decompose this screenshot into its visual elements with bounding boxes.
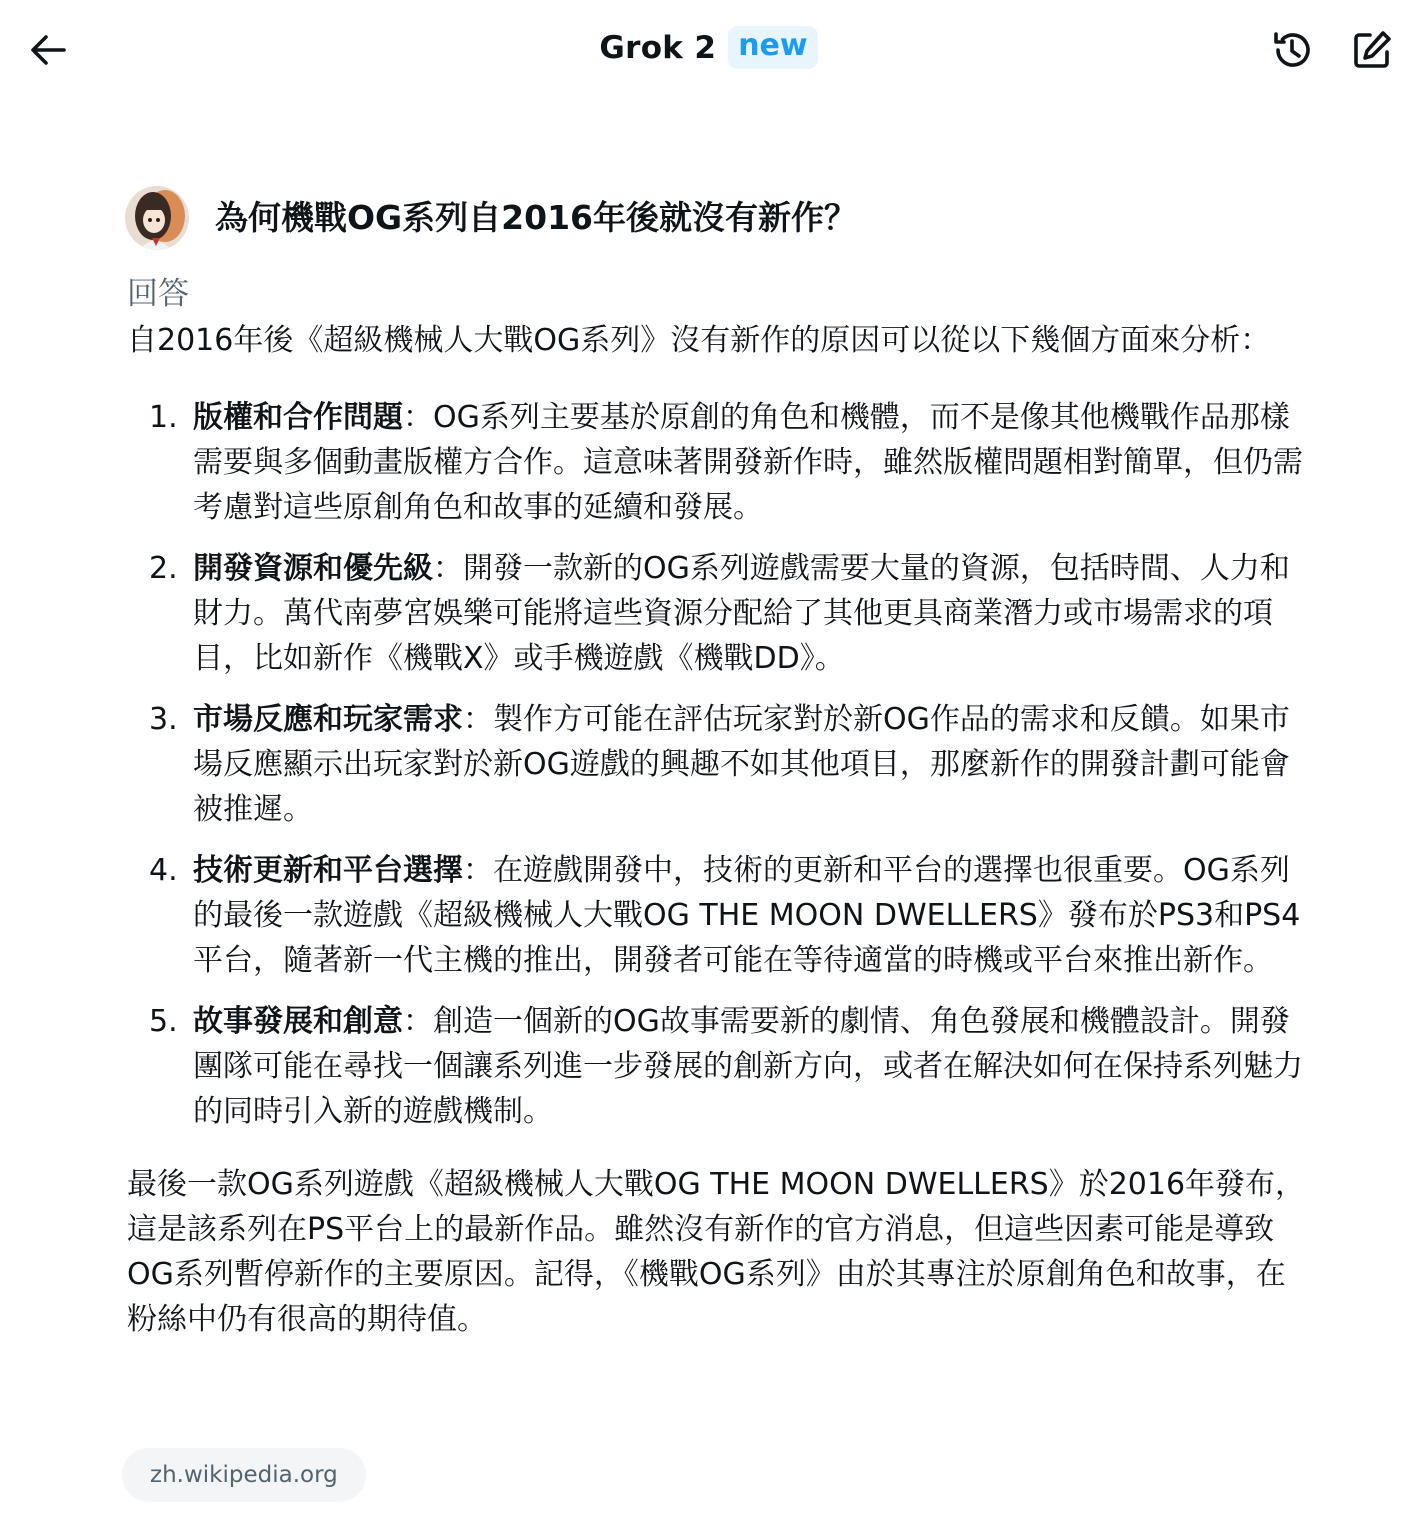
user-question xyxy=(125,186,857,250)
item-title: 故事發展和創意 xyxy=(193,1004,403,1039)
answer-body xyxy=(127,272,1307,1342)
question-text: 為何機戰OG系列自2016年後就沒有新作？ xyxy=(215,198,857,237)
item-body: ：創造一個新的OG故事需要新的劇情、角色發展和機體設計。開發團隊可能在尋找一個讓系列進一步發展的創新方向，或者在解決如何在保持系列魅力的同時引入新的遊戲機制。 xyxy=(193,1004,1303,1129)
list-number: 5. xyxy=(149,1004,178,1039)
item-title: 開發資源和優先級 xyxy=(193,551,433,586)
answer-closing: 最後一款OG系列遊戲《超級機械人大戰OG THE MOON DWELLERS》於2016年發布，這是該系列在PS平台上的最新作品。雖然沒有新作的官方消息，但這些因素可能是導致OG系列暫停新作的主要原因。記得，《機戰OG系列》由於其專注於原創角色和故事，在粉絲中仍有很高的期待值。 xyxy=(127,1167,1306,1337)
reason-list xyxy=(127,395,1307,1134)
source-link-chip[interactable]: zh.wikipedia.org xyxy=(122,1448,366,1502)
compose-icon xyxy=(1350,28,1394,72)
list-number: 3. xyxy=(149,702,178,737)
item-title: 市場反應和玩家需求 xyxy=(193,702,463,737)
user-avatar[interactable] xyxy=(125,186,189,250)
list-item xyxy=(127,697,1307,832)
item-body: ：製作方可能在評估玩家對於新OG作品的需求和反饋。如果市場反應顯示出玩家對於新OG遊戲的興趣不如其他項目，那麼新作的開發計劃可能會被推遲。 xyxy=(193,702,1290,827)
answer-label: 回答 xyxy=(127,276,189,312)
answer-intro: 自2016年後《超級機械人大戰OG系列》沒有新作的原因可以從以下幾個方面來分析： xyxy=(127,323,1271,358)
title-group xyxy=(0,26,1417,69)
list-item xyxy=(127,848,1307,983)
avatar-icon xyxy=(125,186,189,250)
compose-button[interactable] xyxy=(1342,20,1402,80)
item-body: ：在遊戲開發中，技術的更新和平台的選擇也很重要。OG系列的最後一款遊戲《超級機械人大戰OG THE MOON DWELLERS》發布於PS3和PS4平台，隨著新一代主機的推出，開發者可能在等待適當的時機或平台來推出新作。 xyxy=(193,853,1301,978)
list-number: 1. xyxy=(149,400,178,435)
list-number: 2. xyxy=(149,551,178,586)
item-body: ：OG系列主要基於原創的角色和機體，而不是像其他機戰作品那樣需要與多個動畫版權方合作。這意味著開發新作時，雖然版權問題相對簡單，但仍需考慮對這些原創角色和故事的延續和發展。 xyxy=(193,400,1303,525)
item-title: 技術更新和平台選擇 xyxy=(193,853,463,888)
history-button[interactable] xyxy=(1262,20,1322,80)
list-item xyxy=(127,546,1307,681)
new-badge: new xyxy=(728,26,817,69)
app-title: Grok 2 xyxy=(599,29,717,66)
list-number: 4. xyxy=(149,853,178,888)
item-title: 版權和合作問題 xyxy=(193,400,403,435)
top-bar xyxy=(0,0,1417,100)
item-body: ：開發一款新的OG系列遊戲需要大量的資源，包括時間、人力和財力。萬代南夢宮娛樂可能將這些資源分配給了其他更具商業潛力或市場需求的項目，比如新作《機戰X》或手機遊戲《機戰DD》。 xyxy=(193,551,1290,676)
list-item xyxy=(127,395,1307,530)
history-icon xyxy=(1270,28,1314,72)
list-item xyxy=(127,999,1307,1134)
